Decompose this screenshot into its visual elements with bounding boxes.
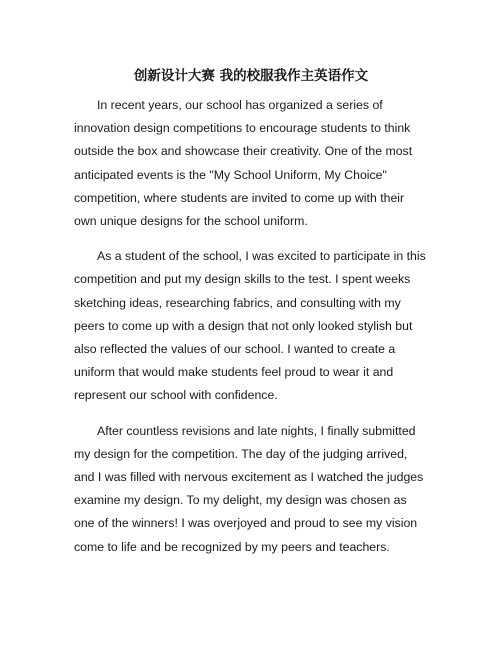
document-title: 创新设计大赛 我的校服我作主英语作文	[133, 68, 369, 84]
document-body	[74, 94, 430, 571]
paragraph-1: In recent years, our school has organized a series of innovation design competitions to encourage students to think outside the box and showcase their creativity. One of the most anticipated events is the "My School Uniform, My Choice" competition, where students are invited to come up with their own unique designs for the school uniform.	[74, 98, 413, 229]
paragraph-3: After countless revisions and late nights, I finally submitted my design for the competition. The day of the judging arrived, and I was filled with nervous excitement as I watched the judges examine my design. To my delight, my design was chosen as one of the winners! I was overjoyed and proud to see my vision come to life and be recognized by my peers and teachers.	[74, 423, 424, 554]
paragraph-2: As a student of the school, I was excited to participate in this competition and put my design skills to the test. I spent weeks sketching ideas, researching fabrics, and consulting with my peers to come up with a design that not only looked stylish but also reflected the values of our school. I wanted to create a uniform that would make students feel proud to wear it and represent our school with confidence.	[74, 249, 426, 403]
